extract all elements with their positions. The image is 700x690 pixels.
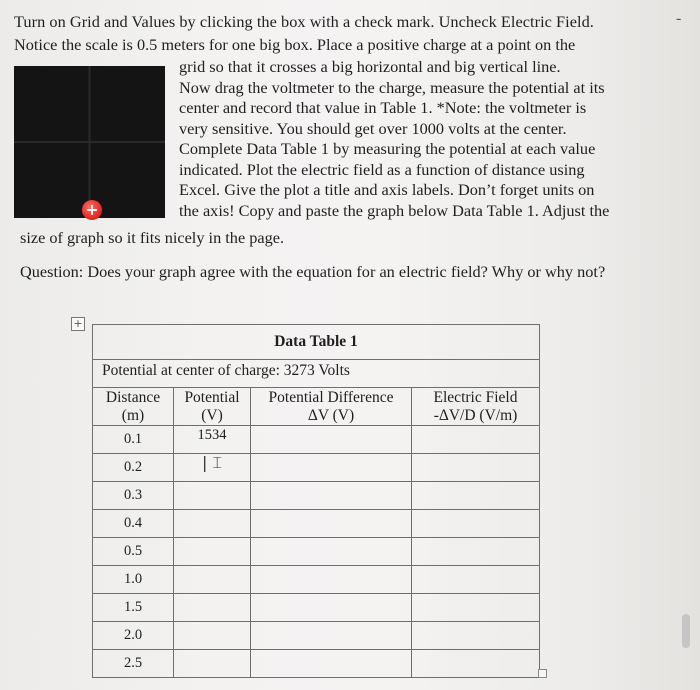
instruction-wrapped-line: the axis! Copy and paste the graph below Data Table 1. Adjust the (179, 200, 610, 220)
cell-distance[interactable]: 2.5 (93, 650, 174, 678)
instruction-wrapped-line: Excel. Give the plot a title and axis labels. Don’t forget units on (179, 180, 595, 199)
header-distance[interactable] (93, 388, 174, 426)
potential-center-text[interactable]: Potential at center of charge: 3273 Volts (93, 360, 540, 388)
header-electric-field-line1: Electric Field (433, 389, 518, 406)
cell-potential-difference[interactable] (251, 538, 412, 566)
instruction-line-1: Turn on Grid and Values by clicking the box with a check mark. Uncheck Electric Field. (14, 12, 594, 31)
header-potential-difference[interactable] (251, 388, 412, 426)
table-move-handle-icon[interactable]: + (71, 317, 85, 331)
cell-distance[interactable]: 1.0 (93, 566, 174, 594)
cell-electric-field[interactable] (412, 650, 540, 678)
table-resize-handle[interactable] (538, 669, 547, 678)
cell-potential[interactable] (174, 454, 251, 482)
instruction-wrapped-line: Now drag the voltmeter to the charge, measure the potential at its (179, 77, 605, 97)
table-row (93, 650, 540, 678)
instruction-last-line: size of graph so it fits nicely in the page. (20, 228, 285, 247)
header-potential-difference-line1: Potential Difference (268, 389, 394, 406)
simulation-grid-image (14, 66, 165, 218)
cell-potential-difference[interactable] (251, 510, 412, 538)
table-row (93, 538, 540, 566)
cell-electric-field[interactable] (412, 622, 540, 650)
cell-potential[interactable] (174, 566, 251, 594)
table-header-row (93, 388, 540, 426)
cell-potential[interactable]: 1534 (174, 426, 251, 454)
instruction-wrapped-line: Complete Data Table 1 by measuring the potential at each value (179, 139, 596, 158)
instruction-wrapped-line: center and record that value in Table 1. *Note: the voltmeter is (179, 98, 587, 117)
cell-electric-field[interactable] (412, 538, 540, 566)
cell-potential[interactable] (174, 650, 251, 678)
cell-electric-field[interactable] (412, 482, 540, 510)
table-row (93, 454, 540, 482)
instruction-wrapped-text (179, 57, 669, 221)
cell-potential-difference[interactable] (251, 622, 412, 650)
table-row (93, 482, 540, 510)
cell-distance[interactable]: 2.0 (93, 622, 174, 650)
cell-potential[interactable] (174, 594, 251, 622)
cell-electric-field[interactable] (412, 454, 540, 482)
cell-electric-field[interactable] (412, 566, 540, 594)
header-electric-field-line2: -ΔV/D (V/m) (433, 407, 518, 424)
cell-potential[interactable] (174, 622, 251, 650)
positive-charge-icon: + (82, 200, 102, 220)
cell-distance[interactable]: 0.5 (93, 538, 174, 566)
scrollbar-thumb[interactable] (682, 614, 690, 648)
cell-distance[interactable]: 0.1 (93, 426, 174, 454)
cell-potential-difference[interactable] (251, 482, 412, 510)
cell-potential-difference[interactable] (251, 454, 412, 482)
corner-mark: - (676, 10, 682, 27)
instruction-wrapped-line: indicated. Plot the electric field as a function of distance using (179, 159, 585, 179)
cell-distance[interactable]: 0.4 (93, 510, 174, 538)
header-electric-field[interactable] (412, 388, 540, 426)
header-potential-line1: Potential (184, 389, 240, 406)
instruction-wrapped-line: very sensitive. You should get over 1000 volts at the center. (179, 118, 567, 138)
table-row (93, 594, 540, 622)
cell-potential-difference[interactable] (251, 566, 412, 594)
header-potential[interactable] (174, 388, 251, 426)
cell-potential-difference[interactable] (251, 650, 412, 678)
header-distance-line2: (m) (121, 407, 145, 424)
data-table-1 (92, 324, 540, 678)
cell-distance[interactable]: 1.5 (93, 594, 174, 622)
cell-potential[interactable] (174, 510, 251, 538)
header-potential-difference-line2: ΔV (V) (307, 407, 355, 424)
cell-potential-difference[interactable] (251, 594, 412, 622)
text-cursor-icon: | ⌶ (201, 453, 223, 472)
header-potential-line2: (V) (201, 407, 223, 424)
table-title: Data Table 1 (93, 325, 540, 360)
instruction-wrapped-line: grid so that it crosses a big horizontal and big vertical line. (179, 57, 561, 76)
question-text: Question: Does your graph agree with the equation for an electric field? Why or why not? (20, 262, 606, 281)
cell-distance[interactable]: 0.2 (93, 454, 174, 482)
cell-potential[interactable] (174, 538, 251, 566)
cell-electric-field[interactable] (412, 510, 540, 538)
table-row (93, 622, 540, 650)
cell-potential-difference[interactable] (251, 426, 412, 454)
header-distance-line1: Distance (105, 389, 161, 406)
cell-potential[interactable] (174, 482, 251, 510)
table-row (93, 426, 540, 454)
table-row (93, 510, 540, 538)
cell-electric-field[interactable] (412, 594, 540, 622)
cell-distance[interactable]: 0.3 (93, 482, 174, 510)
instruction-line-2: Notice the scale is 0.5 meters for one big box. Place a positive charge at a point on the (14, 35, 576, 54)
cell-electric-field[interactable] (412, 426, 540, 454)
table-row (93, 566, 540, 594)
